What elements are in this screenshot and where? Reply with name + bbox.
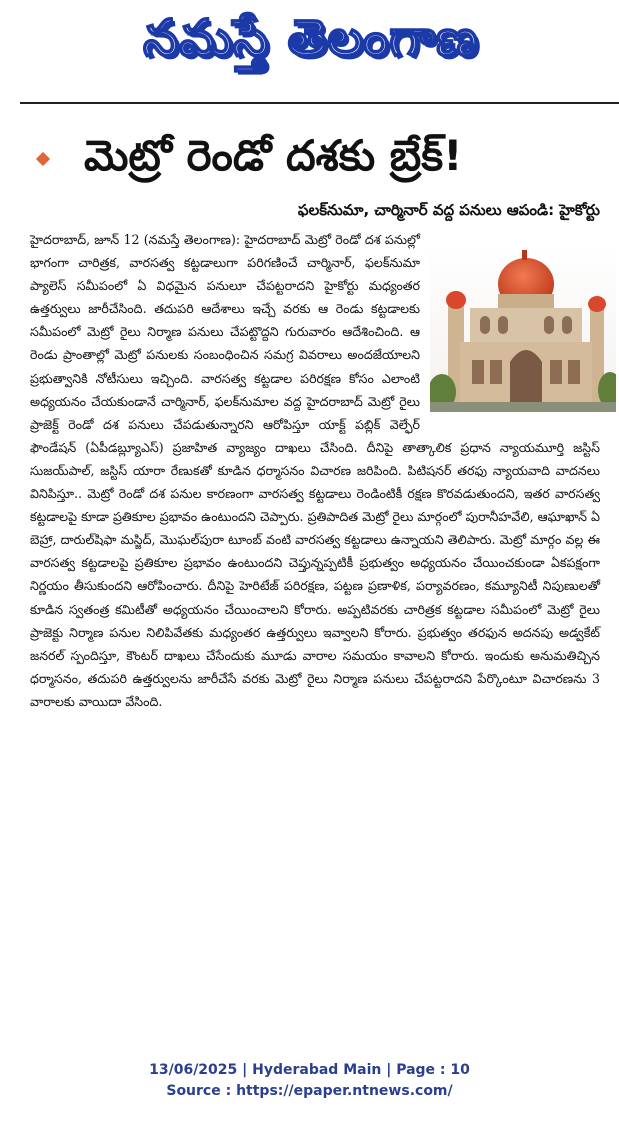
masthead-divider <box>20 102 619 104</box>
newspaper-logo: నమస్తే తెలంగాణ <box>143 8 479 67</box>
headline-block <box>20 126 600 186</box>
high-court-building-icon <box>430 242 616 412</box>
page-footer <box>0 1060 619 1110</box>
edition-info: 13/06/2025 | Hyderabad Main | Page : 10 <box>149 1062 470 1078</box>
bullet-diamond-icon <box>36 152 50 166</box>
subheadline: ఫలక్‌నుమా, చార్మినార్ వద్ద పనులు ఆపండి: హైకోర్టు <box>297 201 600 219</box>
source-link[interactable]: Source : https://epaper.ntnews.com/ <box>166 1083 453 1099</box>
article-text: హైదరాబాద్ మెట్రో రెండో దశ పనుల్లో భాగంగా చారిత్రక, వారసత్వ కట్టడాలుగా పరిగణించే చార్మినార్, ఫలక్‌నుమా ప్యాలెస్ సమీపంలో ఏ విధమైన పనులూ చేపట్టరాదని హైకోర్టు మధ్యంతర ఉత్తర్వులు జారీచేసింది. తదుపరి ఆదేశాలు ఇచ్చే వరకు ఆ రెండు కట్టడాలకు సమీపంలో మెట్రో రైలు నిర్మాణ పనులు చేపట్టొద్దని గురువారం ఆదేశించింది. ఆ రెండు ప్రాంతాల్లో మెట్రో పనులకు సంబంధించిన సమగ్ర వివరాలు అందజేయాలని ప్రభుత్వానికి నోటీసులు ఇచ్చింది. వారసత్వ కట్టడాల పరిరక్షణ కోసం ఎలాంటి అధ్యయనం చేయకుండానే చార్మినార్, ఫలక్‌నుమాల వద్ద హైదరాబాద్ మెట్రో రైలు ప్రాజెక్ట్ రెండో దశ పనులు చేపడుతున్నారని ఆరోపిస్తూ యాక్ట్ పబ్లిక్ వెల్ఫేర్ ఫౌండేషన్ (ఏపీడబ్ల్యూఎస్) ప్రజాహిత వ్యాజ్యం దాఖలు చేసింది. దీనిపై తాత్కాలిక ప్రధాన న్యాయమూర్తి జస్టిస్ సుజయ్‌పాల్, జస్టిస్ యారా రేణుకతో కూడిన ధర్మాసనం విచారణ జరిపింది. పిటిషనర్ తరఫు న్యాయవాది వాదనలు వినిపిస్తూ.. మెట్రో రెండో దశ పనుల కారణంగా వారసత్వ కట్టడాలు రెండింటికీ రక్షణ కొరవడుతుందని, ఇతర వారసత్వ కట్టడాలపై కూడా ప్రతికూల ప్రభావం ఉంటుందని చెప్పారు. ప్రతిపాదిత మెట్రో రైలు మార్గంలో పురానీహవేలి, ఆఘాఖాన్ ఏ బెహ్రా, దారుల్‌షిఫా మస్జిద్, మొఘల్‌పురా టూంబ్ వంటి వారసత్వ కట్టడాలు ఉన్నాయని తెలిపారు. మెట్రో మార్గం వల్ల ఈ వారసత్వ కట్టడాలపై ప్రతికూల ప్రభావం ఉంటుందని చెప్తున్నప్పటికీ ప్రభుత్వం అధ్యయనం చేయించకుండా ఏకపక్షంగా నిర్ణయం తీసుకుందని ఆరోపించారు. దీనిపై హెరిటేజ్ పరిరక్షణ, పట్టణ ప్రణాళిక, పర్యావరణం, కమ్యూనిటీ నిపుణులతో కూడిన స్వతంత్ర కమిటీతో అధ్యయనం చేయించాలని కోరారు. అప్పటివరకు చారిత్రక కట్టడాల సమీపంలో మెట్రో రైలు ప్రాజెక్టు నిర్మాణ పనుల నిలిపివేతకు మధ్యంతర ఉత్తర్వులు ఇవ్వాలని కోరారు. ప్రభుత్వం తరఫున అదనపు అడ్వకేట్ జనరల్ స్పందిస్తూ, కౌంటర్ దాఖలు చేసేందుకు మూడు వారాల సమయం కావాలని కోరారు. ఇందుకు అనుమతిచ్చిన ధర్మాసనం, తదుపరి ఉత్తర్వులను జారీచేసే వరకు మెట్రో రైలు నిర్మాణ పనులు చేపట్టరాదని పేర్కొంటూ విచారణను 3 వారాలకు వాయిదా వేసింది. <box>30 232 600 709</box>
dateline: హైదరాబాద్, జూన్ 12 (నమస్తే తెలంగాణ): <box>30 232 241 247</box>
headline: మెట్రో రెండో దశకు బ్రేక్! <box>84 131 463 180</box>
high-court-building-photo <box>430 242 616 412</box>
masthead <box>0 0 619 100</box>
article-body <box>30 228 600 1028</box>
